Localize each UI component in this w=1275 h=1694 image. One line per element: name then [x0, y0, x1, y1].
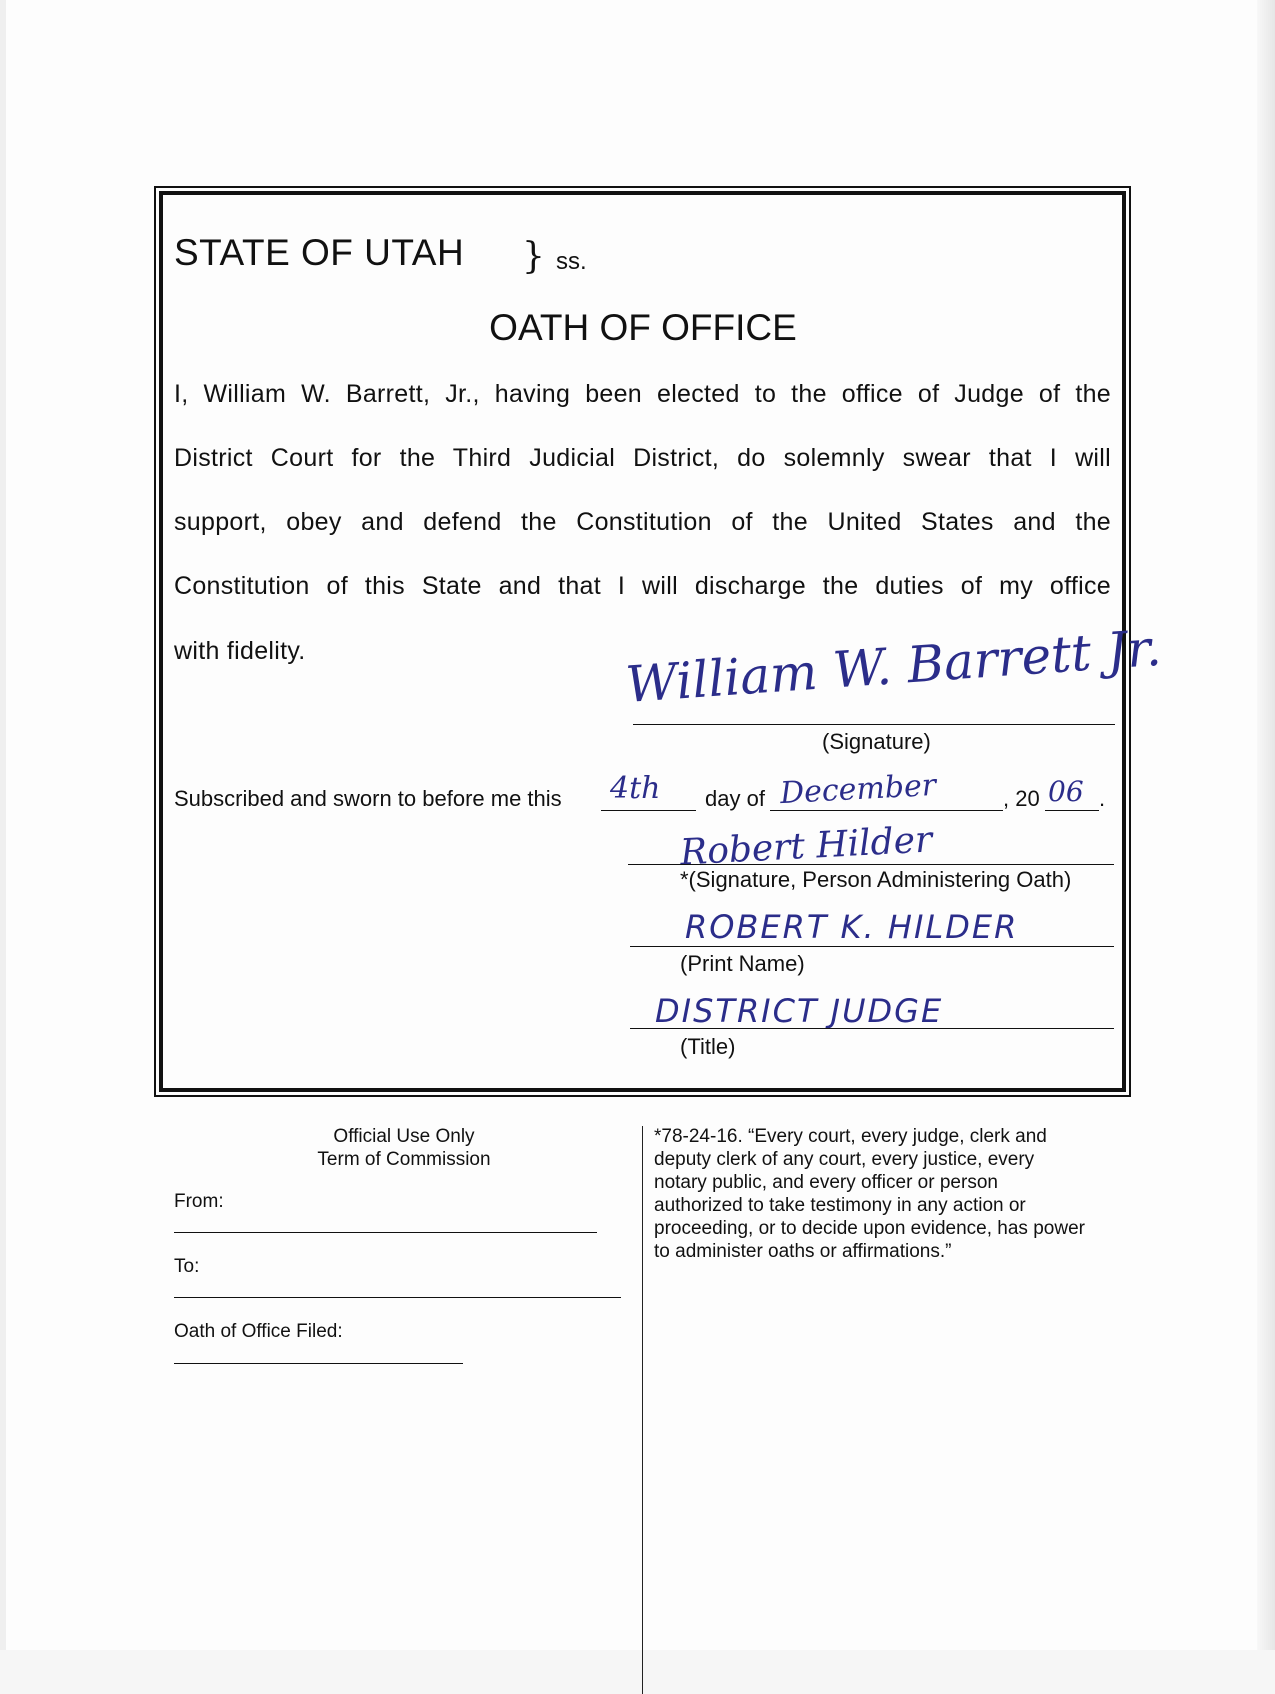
- year-prefix-text: , 20: [1003, 786, 1040, 811]
- oath-body-line-1: I, William W. Barrett, Jr., having been elected to the office of Judge of the: [174, 380, 1111, 408]
- term-of-commission-heading: Term of Commission: [317, 1149, 491, 1170]
- oath-body-line-4: Constitution of this State and that I will discharge the duties of my office: [174, 572, 1111, 600]
- footnote-line-3: notary public, and every officer or person: [654, 1172, 998, 1193]
- day-line: [601, 810, 696, 811]
- subscribed-lead-text: Subscribed and sworn to before me this: [174, 786, 562, 811]
- oath-body-line-3: support, obey and defend the Constitution of the United States and the: [174, 508, 1111, 536]
- from-line: [174, 1232, 597, 1233]
- administering-signature-line: [628, 864, 1114, 865]
- scan-edge-right: [1257, 0, 1275, 1650]
- section-divider: [642, 1126, 643, 1694]
- oath-filed-label: Oath of Office Filed:: [174, 1321, 343, 1342]
- signature-caption: (Signature): [822, 729, 931, 754]
- print-name-handwritten: ROBERT K. HILDER: [685, 908, 1019, 946]
- print-name-caption: (Print Name): [680, 951, 805, 976]
- administering-signature-caption: *(Signature, Person Administering Oath): [680, 867, 1072, 892]
- official-use-heading: Official Use Only: [333, 1126, 475, 1147]
- footnote-line-2: deputy clerk of any court, every justice, every: [654, 1149, 1035, 1170]
- footnote-line-4: authorized to take testimony in any action or: [654, 1195, 1026, 1216]
- day-of-text: day of: [705, 786, 765, 811]
- to-line: [174, 1297, 621, 1298]
- print-name-line: [630, 946, 1114, 947]
- to-label: To:: [174, 1256, 200, 1277]
- month-handwritten: December: [779, 767, 937, 812]
- oath-taker-signature: William W. Barrett Jr.: [623, 618, 1164, 714]
- scan-edge-left: [0, 0, 6, 1650]
- signature-line: [633, 724, 1115, 725]
- oath-filed-line: [174, 1363, 463, 1364]
- day-handwritten: 4th: [610, 771, 661, 806]
- title-handwritten: DISTRICT JUDGE: [655, 992, 944, 1030]
- title-caption: (Title): [680, 1034, 736, 1059]
- footnote-line-1: *78-24-16. “Every court, every judge, clerk and: [654, 1126, 1047, 1147]
- brace-symbol: }: [522, 236, 545, 277]
- title-line: [630, 1028, 1114, 1029]
- year-handwritten: 06: [1048, 775, 1084, 808]
- state-title: STATE OF UTAH: [174, 232, 465, 273]
- oath-body-line-5: with fidelity.: [174, 637, 306, 665]
- month-line: [770, 810, 1003, 811]
- footnote-line-5: proceeding, or to decide upon evidence, has power: [654, 1218, 1085, 1239]
- administering-signature: Robert Hilder: [679, 819, 934, 874]
- oath-heading: OATH OF OFFICE: [489, 307, 797, 348]
- scilicet-abbreviation: ss.: [556, 248, 587, 275]
- footnote-line-6: to administer oaths or affirmations.”: [654, 1241, 952, 1262]
- year-period: .: [1099, 786, 1106, 811]
- oath-body-line-2: District Court for the Third Judicial District, do solemnly swear that I will: [174, 444, 1111, 472]
- year-line: [1045, 810, 1099, 811]
- from-label: From:: [174, 1191, 224, 1212]
